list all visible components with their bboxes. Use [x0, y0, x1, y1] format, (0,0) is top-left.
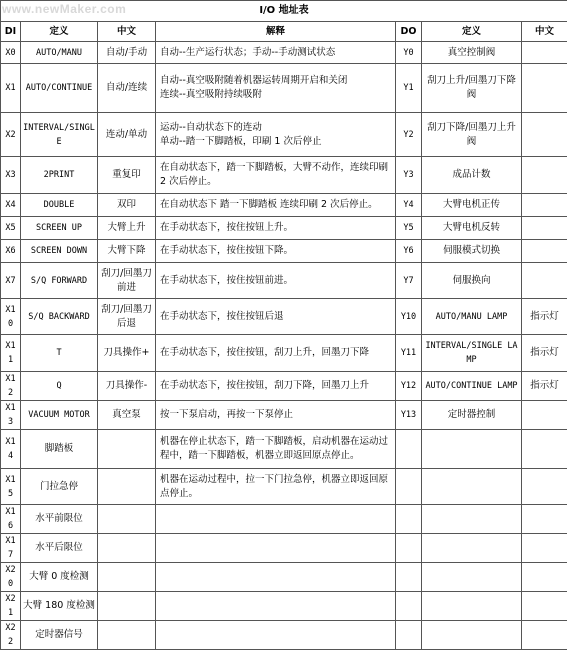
table-row: [1, 430, 567, 469]
cell-definition-2: AUTO/CONTINUE LAMP: [422, 372, 522, 401]
cell-chinese-2: [522, 240, 567, 263]
cell-definition: INTERVAL/SINGLE: [21, 113, 98, 157]
cell-definition: SCREEN DOWN: [21, 240, 98, 263]
table-row: [1, 469, 567, 505]
cell-definition: VACUUM MOTOR: [21, 401, 98, 430]
cell-chinese: 双印: [98, 194, 156, 217]
cell-chinese-2: [522, 64, 567, 113]
cell-chinese: 连动/单动: [98, 113, 156, 157]
header-definition-2: 定义: [422, 22, 522, 42]
cell-definition: AUTO/CONTINUE: [21, 64, 98, 113]
cell-chinese-2: 指示灯: [522, 372, 567, 401]
table-title: I/O 地址表: [1, 1, 567, 22]
cell-di: X16: [1, 505, 21, 534]
table-row: [1, 113, 567, 157]
cell-explanation: [156, 563, 396, 592]
cell-chinese-2: [522, 592, 567, 621]
cell-do: [396, 534, 422, 563]
watermark: www.newMaker.com: [2, 2, 126, 16]
cell-explanation: 按一下泵启动，再按一下泵停止: [156, 401, 396, 430]
cell-do: Y4: [396, 194, 422, 217]
cell-chinese-2: [522, 469, 567, 505]
cell-do: Y10: [396, 299, 422, 335]
cell-definition: 门拉急停: [21, 469, 98, 505]
cell-explanation: 在手动状态下，按住按钮后退: [156, 299, 396, 335]
cell-definition-2: 伺服换向: [422, 263, 522, 299]
cell-di: X4: [1, 194, 21, 217]
cell-di: X10: [1, 299, 21, 335]
cell-definition: S/Q BACKWARD: [21, 299, 98, 335]
cell-di: X20: [1, 563, 21, 592]
cell-chinese: 刀具操作+: [98, 335, 156, 372]
table-row: [1, 299, 567, 335]
cell-do: Y11: [396, 335, 422, 372]
cell-definition-2: 大臂电机正传: [422, 194, 522, 217]
cell-do: Y0: [396, 42, 422, 64]
cell-chinese: 重复印: [98, 157, 156, 194]
header-do: DO: [396, 22, 422, 42]
table-row: [1, 335, 567, 372]
cell-chinese: [98, 563, 156, 592]
table-row: [1, 194, 567, 217]
cell-definition: SCREEN UP: [21, 217, 98, 240]
cell-do: Y3: [396, 157, 422, 194]
header-di: DI: [1, 22, 21, 42]
table-row: [1, 372, 567, 401]
table-row: [1, 240, 567, 263]
cell-explanation: 在手动状态下，按住按钮下降。: [156, 240, 396, 263]
cell-explanation: 机器在运动过程中，拉一下门拉急停，机器立即返回原点停止。: [156, 469, 396, 505]
table-row: [1, 401, 567, 430]
cell-explanation: 在自动状态下，踏一下脚踏板，大臂不动作，连续印刷 2 次后停止。: [156, 157, 396, 194]
cell-chinese: 刮刀/回墨刀后退: [98, 299, 156, 335]
cell-chinese-2: [522, 563, 567, 592]
cell-definition: Q: [21, 372, 98, 401]
cell-chinese: 真空泵: [98, 401, 156, 430]
table-header-row: [1, 22, 567, 42]
table-row: [1, 263, 567, 299]
cell-di: X2: [1, 113, 21, 157]
cell-di: X21: [1, 592, 21, 621]
cell-chinese: 大臂下降: [98, 240, 156, 263]
cell-do: Y2: [396, 113, 422, 157]
cell-di: X7: [1, 263, 21, 299]
cell-chinese: [98, 621, 156, 650]
cell-definition-2: [422, 592, 522, 621]
header-explanation: 解释: [156, 22, 396, 42]
cell-chinese: [98, 592, 156, 621]
cell-definition-2: [422, 469, 522, 505]
cell-di: X12: [1, 372, 21, 401]
cell-chinese-2: 指示灯: [522, 335, 567, 372]
cell-di: X0: [1, 42, 21, 64]
cell-definition-2: 大臂电机反转: [422, 217, 522, 240]
cell-chinese-2: [522, 430, 567, 469]
cell-di: X15: [1, 469, 21, 505]
cell-explanation: 运动--自动状态下的连动 单动--踏一下脚踏板，印刷 1 次后停止: [156, 113, 396, 157]
cell-definition-2: 伺服模式切换: [422, 240, 522, 263]
cell-definition: 大臂 0 度检测: [21, 563, 98, 592]
cell-do: Y1: [396, 64, 422, 113]
cell-chinese-2: [522, 534, 567, 563]
table-row: [1, 157, 567, 194]
cell-chinese: 自动/连续: [98, 64, 156, 113]
cell-do: Y7: [396, 263, 422, 299]
table-row: [1, 621, 567, 650]
cell-explanation: 自动--生产运行状态；手动--手动测试状态: [156, 42, 396, 64]
cell-do: [396, 592, 422, 621]
cell-definition-2: 定时器控制: [422, 401, 522, 430]
cell-chinese: [98, 534, 156, 563]
cell-definition: S/Q FORWARD: [21, 263, 98, 299]
cell-di: X17: [1, 534, 21, 563]
cell-do: [396, 621, 422, 650]
cell-definition-2: [422, 621, 522, 650]
cell-chinese-2: [522, 401, 567, 430]
cell-chinese-2: [522, 505, 567, 534]
cell-chinese-2: [522, 621, 567, 650]
cell-definition: 2PRINT: [21, 157, 98, 194]
cell-chinese-2: [522, 263, 567, 299]
header-definition: 定义: [21, 22, 98, 42]
cell-do: [396, 430, 422, 469]
cell-chinese: 自动/手动: [98, 42, 156, 64]
table-row: [1, 505, 567, 534]
cell-do: [396, 505, 422, 534]
cell-definition: 定时器信号: [21, 621, 98, 650]
cell-chinese: [98, 505, 156, 534]
cell-di: X1: [1, 64, 21, 113]
cell-explanation: 在手动状态下，按住按钮，刮刀上升，回墨刀下降: [156, 335, 396, 372]
table-row: [1, 563, 567, 592]
header-chinese-2: 中文: [522, 22, 567, 42]
cell-definition: AUTO/MANU: [21, 42, 98, 64]
cell-di: X22: [1, 621, 21, 650]
cell-definition: 水平后限位: [21, 534, 98, 563]
cell-definition-2: 成品计数: [422, 157, 522, 194]
table-row: [1, 534, 567, 563]
cell-definition-2: 刮刀上升/回墨刀下降阀: [422, 64, 522, 113]
cell-definition-2: 真空控制阀: [422, 42, 522, 64]
cell-explanation: [156, 534, 396, 563]
cell-definition: 脚踏板: [21, 430, 98, 469]
cell-explanation: 在手动状态下，按住按钮上升。: [156, 217, 396, 240]
cell-chinese-2: [522, 157, 567, 194]
cell-di: X14: [1, 430, 21, 469]
cell-definition-2: 刮刀下降/回墨刀上升阀: [422, 113, 522, 157]
cell-definition-2: [422, 534, 522, 563]
table-body: [1, 42, 567, 650]
cell-chinese-2: 指示灯: [522, 299, 567, 335]
cell-do: [396, 563, 422, 592]
cell-di: X11: [1, 335, 21, 372]
cell-explanation: 在手动状态下，按住按钮，刮刀下降，回墨刀上升: [156, 372, 396, 401]
cell-do: Y12: [396, 372, 422, 401]
cell-chinese-2: [522, 113, 567, 157]
cell-definition: DOUBLE: [21, 194, 98, 217]
cell-chinese-2: [522, 217, 567, 240]
cell-di: X3: [1, 157, 21, 194]
cell-chinese: 刮刀/回墨刀前进: [98, 263, 156, 299]
cell-explanation: 在自动状态下 踏一下脚踏板 连续印刷 2 次后停止。: [156, 194, 396, 217]
cell-definition: 水平前限位: [21, 505, 98, 534]
cell-di: X6: [1, 240, 21, 263]
cell-chinese: 大臂上升: [98, 217, 156, 240]
cell-do: Y5: [396, 217, 422, 240]
cell-explanation: [156, 621, 396, 650]
cell-explanation: [156, 505, 396, 534]
cell-definition-2: [422, 505, 522, 534]
cell-definition-2: INTERVAL/SINGLE LAMP: [422, 335, 522, 372]
cell-explanation: [156, 592, 396, 621]
header-chinese: 中文: [98, 22, 156, 42]
cell-chinese: [98, 430, 156, 469]
table-row: [1, 64, 567, 113]
table-row: [1, 217, 567, 240]
cell-di: X5: [1, 217, 21, 240]
cell-definition-2: [422, 430, 522, 469]
cell-do: Y13: [396, 401, 422, 430]
cell-definition-2: [422, 563, 522, 592]
cell-definition: 大臂 180 度检测: [21, 592, 98, 621]
cell-chinese-2: [522, 194, 567, 217]
cell-di: X13: [1, 401, 21, 430]
cell-chinese: [98, 469, 156, 505]
cell-explanation: 机器在停止状态下，踏一下脚踏板，启动机器在运动过程中，踏一下脚踏板，机器立即返回原点停止。: [156, 430, 396, 469]
cell-do: [396, 469, 422, 505]
cell-chinese-2: [522, 42, 567, 64]
cell-explanation: 在手动状态下，按住按钮前进。: [156, 263, 396, 299]
cell-explanation: 自动--真空吸附随着机器运转周期开启和关闭 连续--真空吸附持续吸附: [156, 64, 396, 113]
cell-chinese: 刀具操作-: [98, 372, 156, 401]
cell-do: Y6: [396, 240, 422, 263]
table-row: [1, 42, 567, 64]
cell-definition: T: [21, 335, 98, 372]
cell-definition-2: AUTO/MANU LAMP: [422, 299, 522, 335]
table-row: [1, 592, 567, 621]
